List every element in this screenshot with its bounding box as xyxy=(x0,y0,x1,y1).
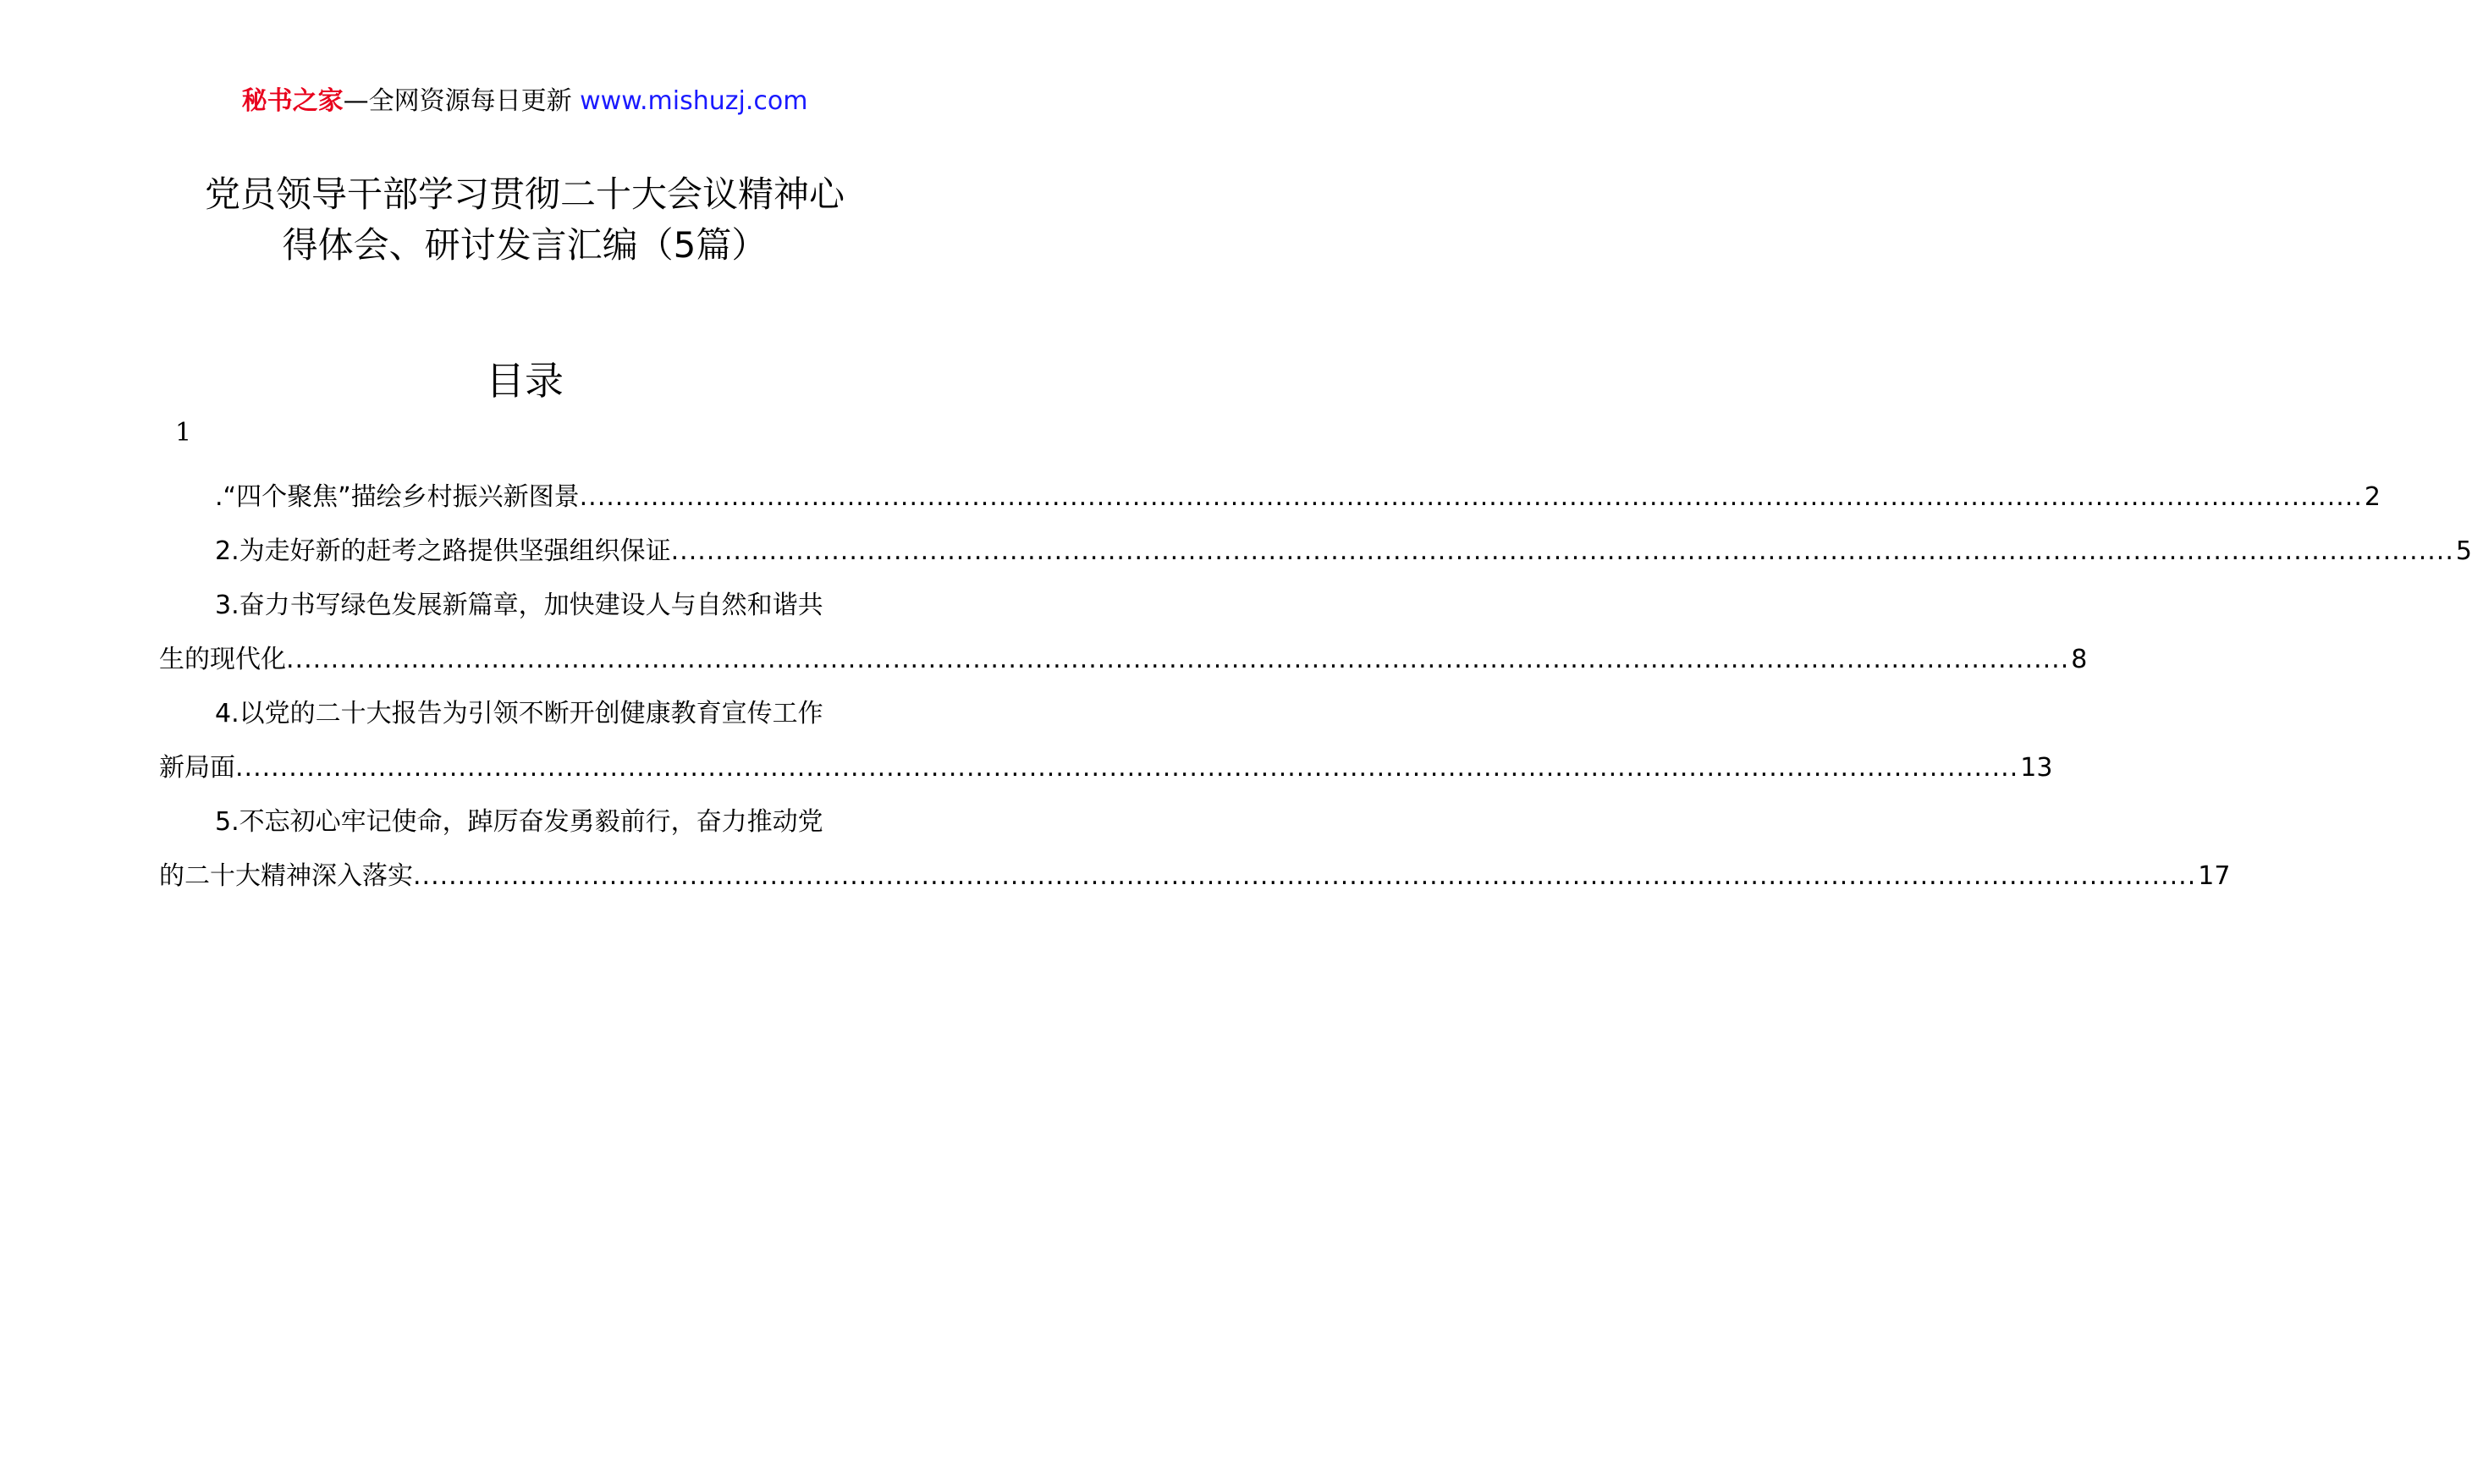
toc-entry-title: 2.为走好新的赶考之路提供坚强组织保证 xyxy=(215,536,671,566)
title-line-1: 党员领导干部学习贯彻二十大会议精神心 xyxy=(204,173,845,215)
toc-entry-title-continued: 的二十大精神深入落实 xyxy=(159,861,413,891)
site-banner xyxy=(0,85,1049,118)
toc-heading: 目录 xyxy=(486,358,564,404)
toc-leader-dots: ........................................................................................................................................................................................................ xyxy=(579,482,2363,512)
slogan: —全网资源每日更新 xyxy=(343,86,572,116)
toc-entry-3[interactable] xyxy=(159,579,2088,687)
toc-entry-2[interactable] xyxy=(159,525,2472,579)
toc-entry-5[interactable] xyxy=(159,795,2231,904)
toc-page-number: 2 xyxy=(2364,482,2381,512)
toc-page-number: 5 xyxy=(2455,536,2472,566)
toc-entry-title-continued: 新局面 xyxy=(159,753,235,783)
toc-entry-1[interactable] xyxy=(159,470,2381,525)
site-url-link[interactable]: www.mishuzj.com xyxy=(580,86,808,116)
toc-page-number: 13 xyxy=(2020,753,2053,783)
brand-name: 秘书之家 xyxy=(241,86,344,116)
toc-entry-4[interactable] xyxy=(159,687,2053,795)
stray-page-number: 1 xyxy=(175,418,192,448)
title-line-2: 得体会、研讨发言汇编（5篇） xyxy=(282,224,768,266)
toc-entry-title: 4.以党的二十大报告为引领不断开创健康教育宣传工作 xyxy=(215,699,823,728)
toc-entry-title: 3.奋力书写绿色发展新篇章，加快建设人与自然和谐共 xyxy=(215,591,823,620)
toc-leader-dots: ........................................................................................................................................................................................................ xyxy=(235,753,2019,783)
toc-leader-dots: ........................................................................................................................................................................................................ xyxy=(670,536,2454,566)
toc-leader-dots: ........................................................................................................................................................................................................ xyxy=(413,861,2197,891)
toc-page-number: 8 xyxy=(2071,645,2088,674)
toc-entry-title-continued: 生的现代化 xyxy=(159,645,286,674)
toc-entry-title: 5.不忘初心牢记使命，踔厉奋发勇毅前行，奋力推动党 xyxy=(215,807,823,837)
document-title xyxy=(0,169,1049,271)
toc-page-number: 17 xyxy=(2198,861,2231,891)
toc-leader-dots: ........................................................................................................................................................................................................ xyxy=(286,645,2070,674)
toc-entry-title: .“四个聚焦”描绘乡村振兴新图景 xyxy=(215,482,580,512)
table-of-contents xyxy=(159,470,2472,904)
